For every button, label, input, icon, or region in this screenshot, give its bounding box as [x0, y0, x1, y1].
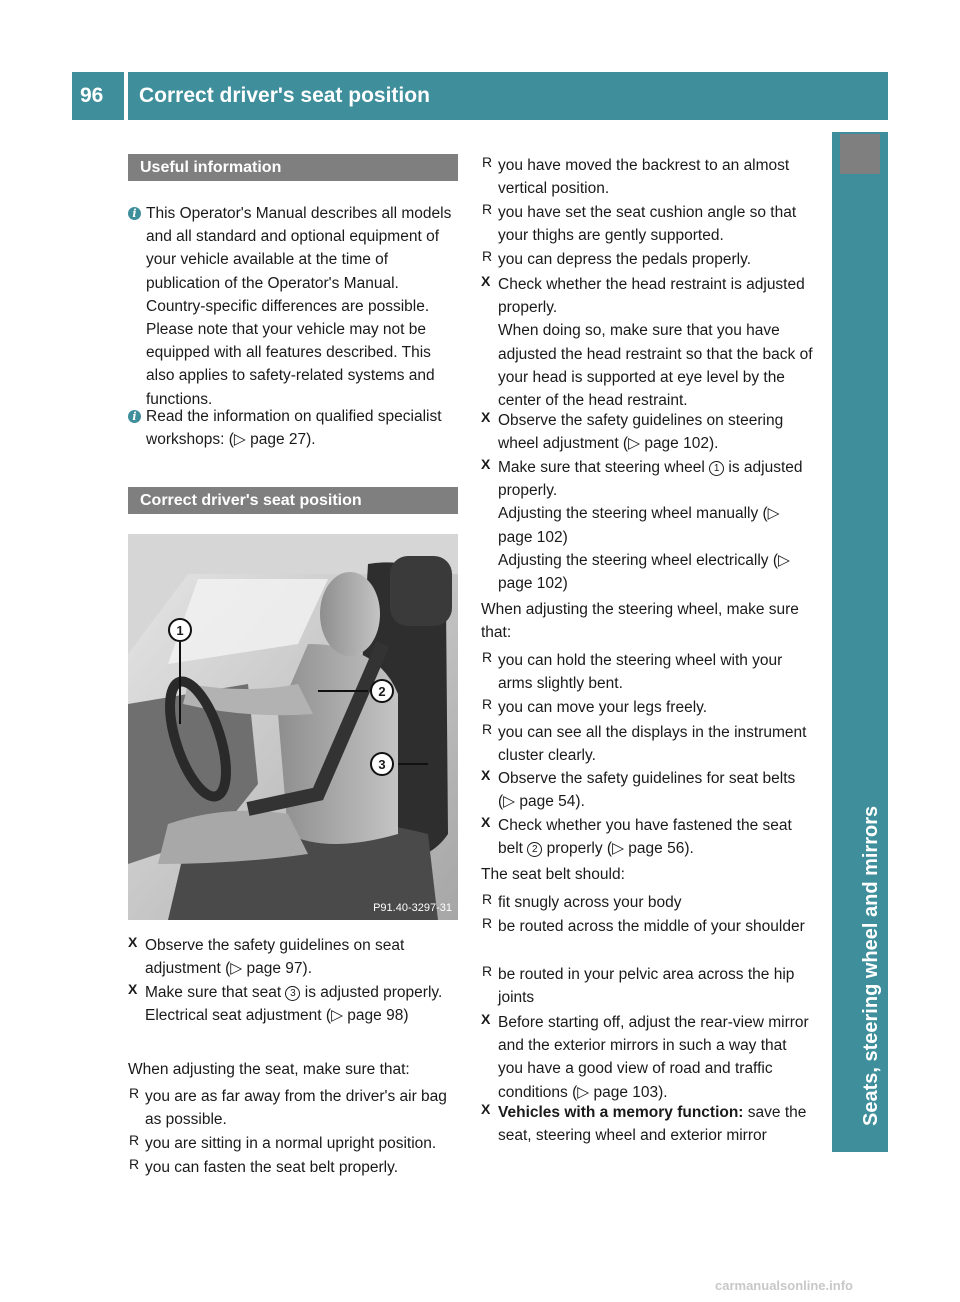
steering-intro: When adjusting the steering wheel, make sure that:: [481, 601, 799, 642]
step-item: X Make sure that steering wheel 1 is adjusted properly. Adjusting the steering wheel manually (▷ page 102) Adjusting the steering wheel electrically (▷ page 102): [481, 456, 803, 593]
bullet-marker: R: [482, 915, 493, 931]
step-item: X Check whether you have fastened the seat belt 2 properly (▷ page 56).: [481, 814, 792, 858]
callout-2: 2: [370, 679, 394, 703]
step-marker: X: [128, 934, 138, 950]
list-item: R be routed across the middle of your shoulder: [482, 915, 805, 935]
list-item: R you have moved the backrest to an almost vertical position.: [482, 154, 790, 198]
step-text: Observe the safety guidelines on seat adjustment (▷ page 97).: [145, 937, 405, 978]
step-marker: X: [481, 1011, 491, 1027]
step-marker: X: [481, 409, 491, 425]
seat-illustration-svg: [128, 534, 458, 920]
list-item: R you are as far away from the driver's air bag as possible.: [129, 1085, 447, 1129]
step-marker: X: [481, 814, 491, 830]
bullet-marker: R: [482, 696, 493, 712]
step-marker: X: [481, 1101, 491, 1117]
step-item: X Check whether the head restraint is adjusted properly. When doing so, make sure that you have adjusted the head restraint so that the back of your head is supported at eye level by the center of the head restraint.: [481, 273, 813, 410]
bullet-marker: R: [482, 201, 493, 217]
bullet-marker: R: [482, 963, 493, 979]
list-item: R fit snugly across your body: [482, 891, 682, 911]
info-note: [132, 405, 460, 451]
list-item: R be routed in your pelvic area across the hip joints: [482, 963, 795, 1007]
bullet-marker: R: [482, 248, 493, 264]
callout-ref: 3: [285, 986, 300, 1001]
step-marker: X: [481, 767, 491, 783]
info-icon: i: [128, 410, 141, 423]
list-item: R you can see all the displays in the instrument cluster clearly.: [482, 721, 807, 765]
step-sub-text: Electrical seat adjustment (▷ page 98): [145, 1007, 409, 1025]
bullet-marker: R: [129, 1156, 140, 1172]
step-marker: X: [481, 273, 491, 289]
step-item: [128, 981, 458, 1027]
callout-1: 1: [168, 618, 192, 642]
step-item: X Observe the safety guidelines on steering wheel adjustment (▷ page 102).: [481, 409, 784, 453]
bullet-marker: R: [129, 1132, 140, 1148]
callout-3: 3: [370, 752, 394, 776]
driver-seat-illustration: [128, 534, 458, 920]
step-text: Make sure that seat 3 is adjusted properly.: [145, 984, 443, 1001]
side-tab-label: Seats, steering wheel and mirrors: [860, 805, 882, 1126]
step-item: [128, 934, 458, 980]
step-marker: X: [128, 981, 138, 997]
info-note: [132, 202, 460, 411]
list-item: R you can move your legs freely.: [482, 696, 708, 716]
callout-ref: 1: [709, 461, 724, 476]
section-heading-useful: Useful information: [128, 154, 458, 181]
step-item: X Observe the safety guidelines for seat belts (▷ page 54).: [481, 767, 796, 811]
side-tab-marker: [840, 134, 880, 174]
section-heading-seat: Correct driver's seat position: [128, 487, 458, 514]
list-item: R you can hold the steering wheel with your arms slightly bent.: [482, 649, 783, 693]
info-text: Read the information on qualified specialist workshops: (▷ page 27).: [146, 408, 442, 449]
bullet-marker: R: [482, 721, 493, 737]
bullet-marker: R: [129, 1085, 140, 1101]
footer-watermark: carmanualsonline.info: [715, 1278, 853, 1293]
bullet-marker: R: [482, 891, 493, 907]
page-number: 96: [72, 72, 124, 120]
list-item: R you have set the seat cushion angle so that your thighs are gently supported.: [482, 201, 797, 245]
step-item: X Vehicles with a memory function: save the seat, steering wheel and exterior mirror: [481, 1101, 807, 1145]
list-item: R you are sitting in a normal upright position.: [129, 1132, 437, 1152]
page-title: Correct driver's seat position: [128, 72, 888, 120]
figure-code: P91.40-3297-31: [373, 902, 452, 914]
step-marker: X: [481, 456, 491, 472]
callout-ref: 2: [527, 842, 542, 857]
info-icon: i: [128, 207, 141, 220]
info-text: This Operator's Manual describes all models and all standard and optional equipment of your vehicle available at the time of publication of the Operator's Manual. Country-specific differences are possible. Please note that your vehicle may not be equipped with all features described. This also applies to safety-related systems and functions.: [146, 205, 452, 408]
list-item: R you can depress the pedals properly.: [482, 248, 752, 268]
bullet-marker: R: [482, 154, 493, 170]
seat-intro: When adjusting the seat, make sure that:: [128, 1061, 410, 1078]
belt-intro: The seat belt should:: [481, 866, 625, 883]
step-item: X Before starting off, adjust the rear-view mirror and the exterior mirrors in such a way that you have a good view of road and traffic conditions (▷ page 103).: [481, 1011, 809, 1101]
bullet-marker: R: [482, 649, 493, 665]
list-item: R you can fasten the seat belt properly.: [129, 1156, 399, 1176]
